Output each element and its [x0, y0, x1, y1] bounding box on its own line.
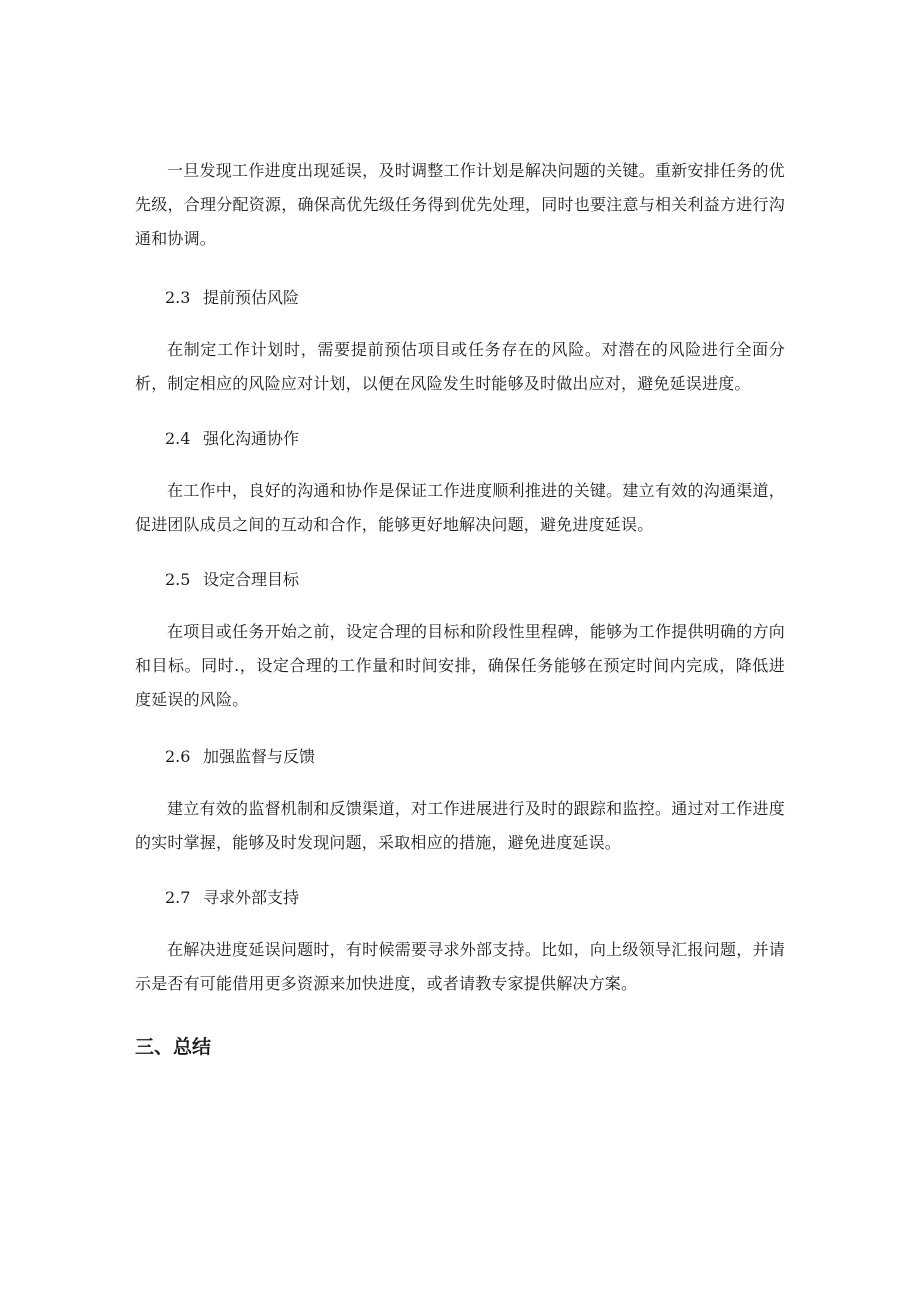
paragraph-risk: 在制定工作计划时，需要提前预估项目或任务存在的风险。对潜在的风险进行全面分析，制定相应的风险应对计划，以便在风险发生时能够及时做出应对，避免延误进度。 [135, 340, 785, 393]
heading-2-7 [165, 886, 299, 910]
heading-title: 设定合理目标 [203, 570, 300, 589]
heading-number: 2.4 [165, 429, 191, 448]
paragraph-goals: 在项目或任务开始之前，设定合理的目标和阶段性里程碑，能够为工作提供明确的方向和目标。同时.，设定合理的工作量和时间安排，确保任务能够在预定时间内完成，降低进度延误的风险。 [135, 622, 785, 709]
heading-2-3 [165, 286, 299, 310]
heading-title: 提前预估风险 [203, 288, 300, 307]
heading-number: 2.6 [165, 747, 191, 766]
heading-2-5 [165, 568, 299, 592]
heading-number: 2.3 [165, 288, 191, 307]
paragraph-supervision: 建立有效的监督机制和反馈渠道，对工作进展进行及时的跟踪和监控。通过对工作进度的实时掌握，能够及时发现问题，采取相应的措施，避免进度延误。 [135, 799, 785, 852]
heading-number: 2.7 [165, 888, 191, 907]
heading-number: 2.5 [165, 570, 191, 589]
paragraph-adjust-plan: 一旦发现工作进度出现延误，及时调整工作计划是解决问题的关键。重新安排任务的优先级，合理分配资源，确保高优先级任务得到优先处理，同时也要注意与相关利益方进行沟通和协调。 [135, 161, 785, 248]
section-title-summary: 三、总结 [135, 1036, 212, 1058]
heading-title: 强化沟通协作 [203, 429, 300, 448]
heading-2-4 [165, 427, 299, 451]
paragraph-external-support: 在解决进度延误问题时，有时候需要寻求外部支持。比如，向上级领导汇报问题，并请示是否有可能借用更多资源来加快进度，或者请教专家提供解决方案。 [135, 940, 785, 993]
heading-title: 加强监督与反馈 [203, 747, 316, 766]
paragraph-communication: 在工作中，良好的沟通和协作是保证工作进度顺利推进的关键。建立有效的沟通渠道，促进团队成员之间的互动和合作，能够更好地解决问题，避免进度延误。 [135, 481, 785, 534]
heading-title: 寻求外部支持 [203, 888, 300, 907]
heading-2-6 [165, 745, 315, 769]
